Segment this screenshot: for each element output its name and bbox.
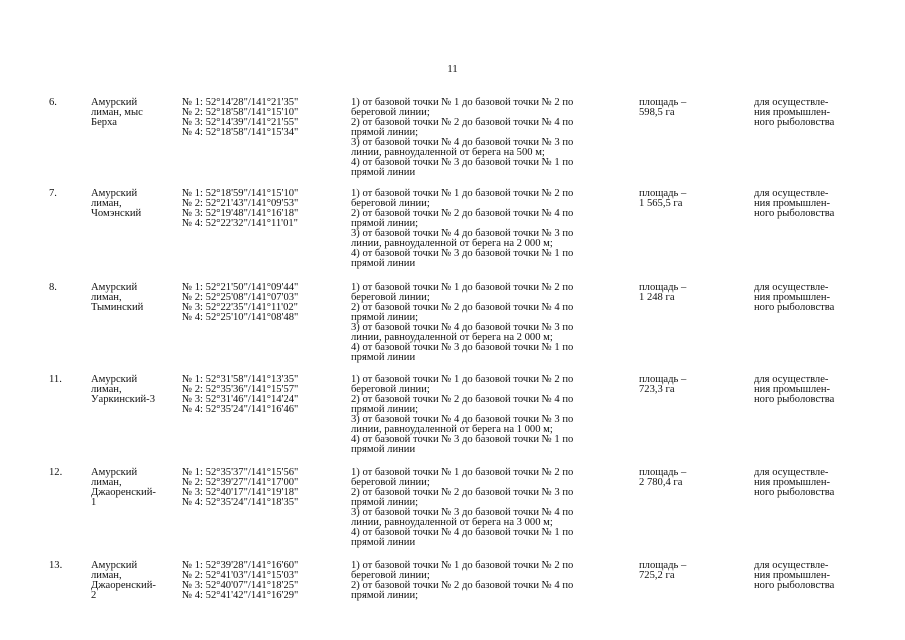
coordinate-line: № 4: 52°25'10"/141°08'48" bbox=[182, 312, 299, 323]
coordinate-line: № 1: 52°18'59"/141°15'10" bbox=[182, 188, 299, 199]
base-point-coordinates bbox=[182, 189, 342, 229]
coordinate-line: № 3: 52°40'07"/141°18'25" bbox=[182, 580, 299, 591]
area-size: площадь – 1 248 га bbox=[639, 282, 687, 303]
description-line: береговой линии; bbox=[351, 107, 430, 118]
purpose: для осуществле- ния промышлен- ного рыболовства bbox=[754, 282, 835, 313]
boundary-description bbox=[351, 98, 629, 178]
row-number: 11. bbox=[49, 374, 62, 385]
description-line: прямой линии; bbox=[351, 312, 419, 323]
description-line: 2) от базовой точки № 2 до базовой точки № 4 по bbox=[351, 208, 574, 219]
purpose: для осуществле- ния промышлен- ного рыболовства bbox=[754, 467, 835, 498]
description-line: 4) от базовой точки № 4 до базовой точки № 1 по bbox=[351, 527, 574, 538]
description-line: 2) от базовой точки № 2 до базовой точки № 4 по bbox=[351, 580, 574, 591]
base-point-coordinates bbox=[182, 561, 342, 601]
description-line: прямой линии bbox=[351, 444, 416, 455]
coordinate-line: № 4: 52°22'32"/141°11'01" bbox=[182, 218, 298, 229]
area-name: Амурский лиман, Тыминский bbox=[91, 282, 144, 313]
base-point-coordinates bbox=[182, 375, 342, 415]
coordinate-line: № 2: 52°21'43"/141°09'53" bbox=[182, 198, 299, 209]
coordinate-line: № 3: 52°19'48"/141°16'18" bbox=[182, 208, 299, 219]
purpose: для осуществле- ния промышлен- ного рыболовства bbox=[754, 374, 835, 405]
base-point-coordinates bbox=[182, 468, 342, 508]
row-number: 8. bbox=[49, 282, 57, 293]
description-line: прямой линии; bbox=[351, 218, 419, 229]
area-size: площадь – 598,5 га bbox=[639, 97, 687, 118]
description-line: 3) от базовой точки № 4 до базовой точки № 3 по bbox=[351, 322, 574, 333]
area-size: площадь – 725,2 га bbox=[639, 560, 687, 581]
description-line: 2) от базовой точки № 2 до базовой точки № 3 по bbox=[351, 487, 574, 498]
description-line: линии, равноудаленной от берега на 500 м; bbox=[351, 147, 545, 158]
area-size: площадь – 1 565,5 га bbox=[639, 188, 687, 209]
description-line: линии, равноудаленной от берега на 2 000 м; bbox=[351, 238, 553, 249]
description-line: береговой линии; bbox=[351, 198, 430, 209]
row-number: 12. bbox=[49, 467, 63, 478]
description-line: 2) от базовой точки № 2 до базовой точки № 4 по bbox=[351, 302, 574, 313]
area-name: Амурский лиман, Чомэнский bbox=[91, 188, 142, 219]
area-name: Амурский лиман, Джаоренский- 1 bbox=[91, 467, 156, 508]
description-line: линии, равноудаленной от берега на 2 000 м; bbox=[351, 332, 553, 343]
area-size: площадь – 2 780,4 га bbox=[639, 467, 687, 488]
description-line: 4) от базовой точки № 3 до базовой точки № 1 по bbox=[351, 157, 574, 168]
base-point-coordinates bbox=[182, 98, 342, 138]
row-number: 7. bbox=[49, 188, 57, 199]
base-point-coordinates bbox=[182, 283, 342, 323]
coordinate-line: № 1: 52°21'50"/141°09'44" bbox=[182, 282, 299, 293]
coordinate-line: № 2: 52°35'36"/141°15'57" bbox=[182, 384, 299, 395]
description-line: 3) от базовой точки № 3 до базовой точки № 4 по bbox=[351, 507, 574, 518]
description-line: береговой линии; bbox=[351, 477, 430, 488]
description-line: прямой линии bbox=[351, 167, 416, 178]
description-line: прямой линии; bbox=[351, 404, 419, 415]
description-line: 1) от базовой точки № 1 до базовой точки № 2 по bbox=[351, 188, 574, 199]
description-line: 1) от базовой точки № 1 до базовой точки № 2 по bbox=[351, 374, 574, 385]
coordinate-line: № 3: 52°31'46"/141°14'24" bbox=[182, 394, 299, 405]
page-number: 11 bbox=[447, 63, 458, 75]
boundary-description bbox=[351, 283, 629, 363]
coordinate-line: № 3: 52°40'17"/141°19'18" bbox=[182, 487, 299, 498]
description-line: 4) от базовой точки № 3 до базовой точки № 1 по bbox=[351, 342, 574, 353]
area-name: Амурский лиман, Джаоренский- 2 bbox=[91, 560, 156, 601]
description-line: береговой линии; bbox=[351, 384, 430, 395]
description-line: прямой линии bbox=[351, 537, 416, 548]
description-line: 1) от базовой точки № 1 до базовой точки № 2 по bbox=[351, 467, 574, 478]
purpose: для осуществле- ния промышлен- ного рыболовства bbox=[754, 188, 835, 219]
row-number: 6. bbox=[49, 97, 57, 108]
coordinate-line: № 4: 52°41'42"/141°16'29" bbox=[182, 590, 299, 601]
coordinate-line: № 3: 52°14'39"/141°21'55" bbox=[182, 117, 299, 128]
description-line: 1) от базовой точки № 1 до базовой точки № 2 по bbox=[351, 282, 574, 293]
coordinate-line: № 2: 52°41'03"/141°15'03" bbox=[182, 570, 299, 581]
coordinate-line: № 3: 52°22'35"/141°11'02" bbox=[182, 302, 298, 313]
area-name: Амурский лиман, мыс Берха bbox=[91, 97, 143, 128]
boundary-description bbox=[351, 375, 629, 455]
coordinate-line: № 1: 52°35'37"/141°15'56" bbox=[182, 467, 299, 478]
description-line: 3) от базовой точки № 4 до базовой точки № 3 по bbox=[351, 137, 574, 148]
coordinate-line: № 1: 52°31'58"/141°13'35" bbox=[182, 374, 299, 385]
boundary-description bbox=[351, 468, 629, 548]
coordinate-line: № 4: 52°35'24"/141°16'46" bbox=[182, 404, 299, 415]
description-line: прямой линии bbox=[351, 258, 416, 269]
description-line: 1) от базовой точки № 1 до базовой точки № 2 по bbox=[351, 97, 574, 108]
coordinate-line: № 2: 52°18'58"/141°15'10" bbox=[182, 107, 299, 118]
coordinate-line: № 4: 52°18'58"/141°15'34" bbox=[182, 127, 299, 138]
description-line: 4) от базовой точки № 3 до базовой точки № 1 по bbox=[351, 434, 574, 445]
purpose: для осуществле- ния промышлен- ного рыболовства bbox=[754, 97, 835, 128]
purpose: для осуществле- ния промышлен- ного рыболовства bbox=[754, 560, 835, 591]
description-line: прямой линии; bbox=[351, 590, 419, 601]
description-line: прямой линии; bbox=[351, 127, 419, 138]
description-line: 4) от базовой точки № 3 до базовой точки № 1 по bbox=[351, 248, 574, 259]
description-line: 3) от базовой точки № 4 до базовой точки № 3 по bbox=[351, 228, 574, 239]
description-line: 2) от базовой точки № 2 до базовой точки № 4 по bbox=[351, 117, 574, 128]
description-line: прямой линии bbox=[351, 352, 416, 363]
boundary-description bbox=[351, 189, 629, 269]
coordinate-line: № 1: 52°14'28"/141°21'35" bbox=[182, 97, 299, 108]
description-line: 1) от базовой точки № 1 до базовой точки № 2 по bbox=[351, 560, 574, 571]
description-line: прямой линии; bbox=[351, 497, 419, 508]
description-line: 2) от базовой точки № 2 до базовой точки № 4 по bbox=[351, 394, 574, 405]
description-line: 3) от базовой точки № 4 до базовой точки № 3 по bbox=[351, 414, 574, 425]
area-size: площадь – 723,3 га bbox=[639, 374, 687, 395]
coordinate-line: № 4: 52°35'24"/141°18'35" bbox=[182, 497, 299, 508]
coordinate-line: № 1: 52°39'28"/141°16'60" bbox=[182, 560, 299, 571]
coordinate-line: № 2: 52°25'08"/141°07'03" bbox=[182, 292, 299, 303]
description-line: линии, равноудаленной от берега на 1 000 м; bbox=[351, 424, 553, 435]
area-name: Амурский лиман, Уаркинский-3 bbox=[91, 374, 155, 405]
boundary-description bbox=[351, 561, 629, 601]
row-number: 13. bbox=[49, 560, 63, 571]
description-line: береговой линии; bbox=[351, 570, 430, 581]
description-line: береговой линии; bbox=[351, 292, 430, 303]
description-line: линии, равноудаленной от берега на 3 000 м; bbox=[351, 517, 553, 528]
coordinate-line: № 2: 52°39'27"/141°17'00" bbox=[182, 477, 299, 488]
